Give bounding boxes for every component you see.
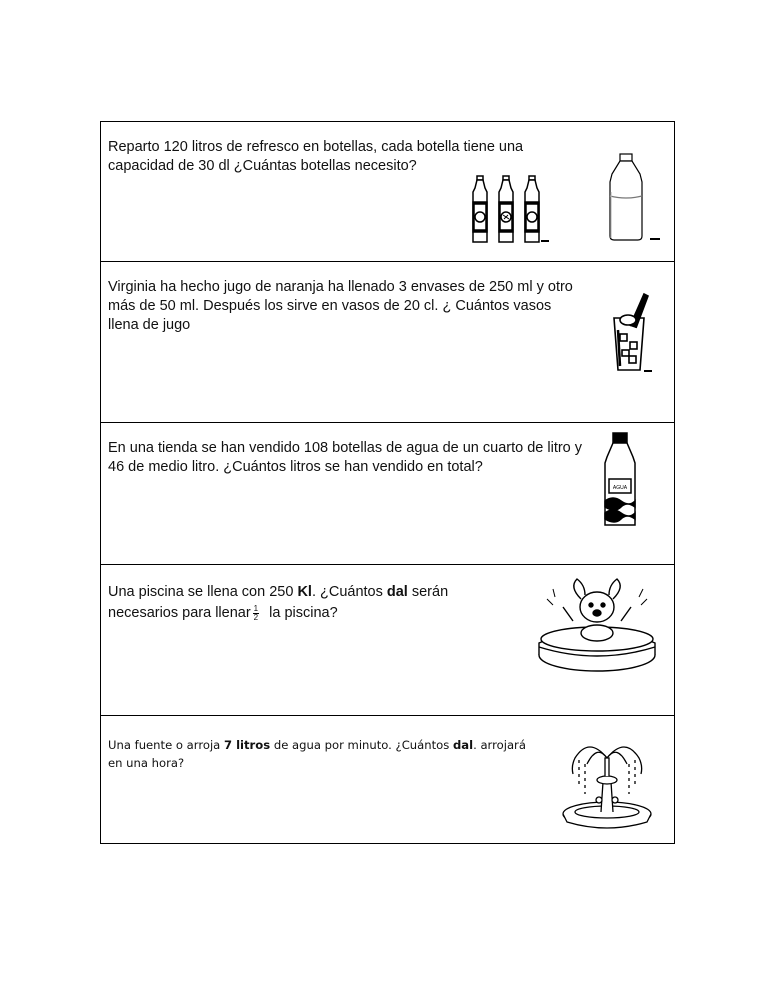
problem-row-1 (101, 122, 674, 262)
text-segment: necesarios para llenar (108, 605, 251, 621)
problem-row-5 (101, 716, 674, 844)
problem-1-line-1: Reparto 120 litros de refresco en botellas, cada botella tiene una (108, 139, 524, 155)
problem-row-2 (101, 262, 674, 423)
unit-bold: 7 litros (223, 738, 271, 752)
juice-glass-icon (606, 290, 656, 374)
problem-3-line-2: 46 de medio litro. ¿Cuántos litros se han vendido en total? (108, 459, 483, 475)
unit-bold: dal (386, 584, 408, 600)
water-bottle-icon (601, 431, 641, 531)
fraction (253, 605, 259, 622)
problem-2-line-3: llena de jugo (108, 317, 191, 333)
text-segment: de agua por minuto. ¿Cuántos (270, 738, 453, 752)
text-segment: serán (407, 584, 449, 600)
fraction-denominator: 2 (253, 612, 259, 622)
problem-row-4 (101, 565, 674, 716)
plastic-bottle-icon (606, 152, 666, 244)
text-segment: Una fuente o arroja (108, 738, 224, 752)
fountain-icon (559, 734, 655, 832)
problem-5-line-1 (108, 736, 553, 754)
problem-text-3 (108, 439, 608, 477)
problem-2-line-2: más de 50 ml. Después los sirve en vasos de 20 cl. ¿ Cuántos vasos (108, 298, 552, 314)
text-segment: la piscina? (265, 605, 338, 621)
problem-text-1 (108, 138, 608, 176)
problem-2-line-1: Virginia ha hecho jugo de naranja ha llenado 3 envases de 250 ml y otro (108, 279, 573, 295)
text-segment: . arrojará (473, 738, 526, 752)
problem-1-line-2: capacidad de 30 dl ¿Cuántas botellas necesito? (108, 158, 417, 174)
problem-row-3 (101, 423, 674, 565)
problem-text-5 (108, 736, 553, 772)
bottle-label: AGUA (612, 485, 628, 491)
problem-3-line-1: En una tienda se han vendido 108 botellas de agua de un cuarto de litro y (108, 440, 583, 456)
three-bottles-icon (469, 174, 551, 246)
text-segment: Una piscina se llena con 250 (108, 584, 298, 600)
fraction-numerator: 1 (253, 603, 259, 613)
worksheet-table (100, 121, 675, 844)
dog-in-pool-icon (533, 577, 663, 677)
unit-bold: dal (452, 738, 474, 752)
unit-bold: Kl (297, 584, 312, 600)
problem-5-line-2: en una hora? (108, 756, 185, 770)
text-segment: . ¿Cuántos (311, 584, 387, 600)
problem-text-2 (108, 278, 608, 335)
